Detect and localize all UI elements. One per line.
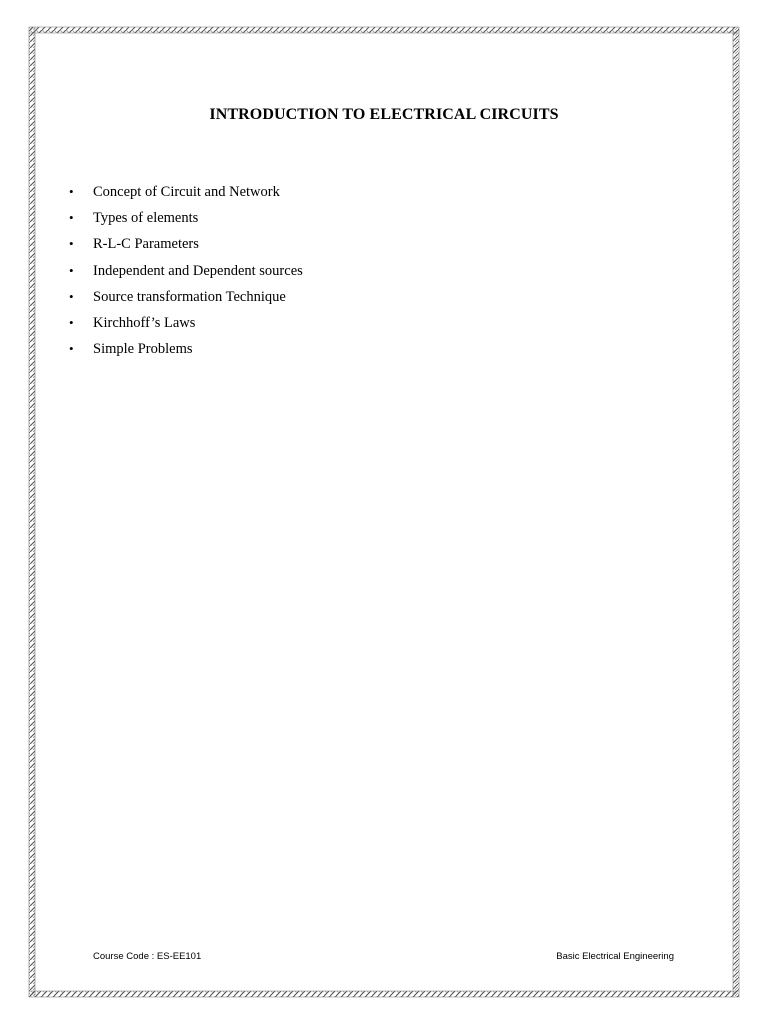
footer-course-code: Course Code : ES-EE101 [93,951,202,962]
topic-label: Independent and Dependent sources [93,262,303,279]
topic-label: Simple Problems [93,341,193,358]
topic-label: Types of elements [93,210,199,227]
topic-label: Source transformation Technique [93,288,286,305]
footer-course-name: Basic Electrical Engineering [556,951,674,962]
bullet-icon: • [69,210,74,226]
topic-label: Kirchhoff’s Laws [93,314,196,331]
bullet-icon: • [69,184,74,199]
page-title: INTRODUCTION TO ELECTRICAL CIRCUITS [209,106,559,123]
bullet-icon: • [69,262,74,278]
bullet-icon: • [69,314,74,330]
bullet-icon: • [69,341,74,357]
topic-label: R-L-C Parameters [93,236,199,253]
topic-label: Concept of Circuit and Network [93,184,280,200]
bullet-icon: • [69,288,74,304]
bullet-icon: • [69,236,74,252]
